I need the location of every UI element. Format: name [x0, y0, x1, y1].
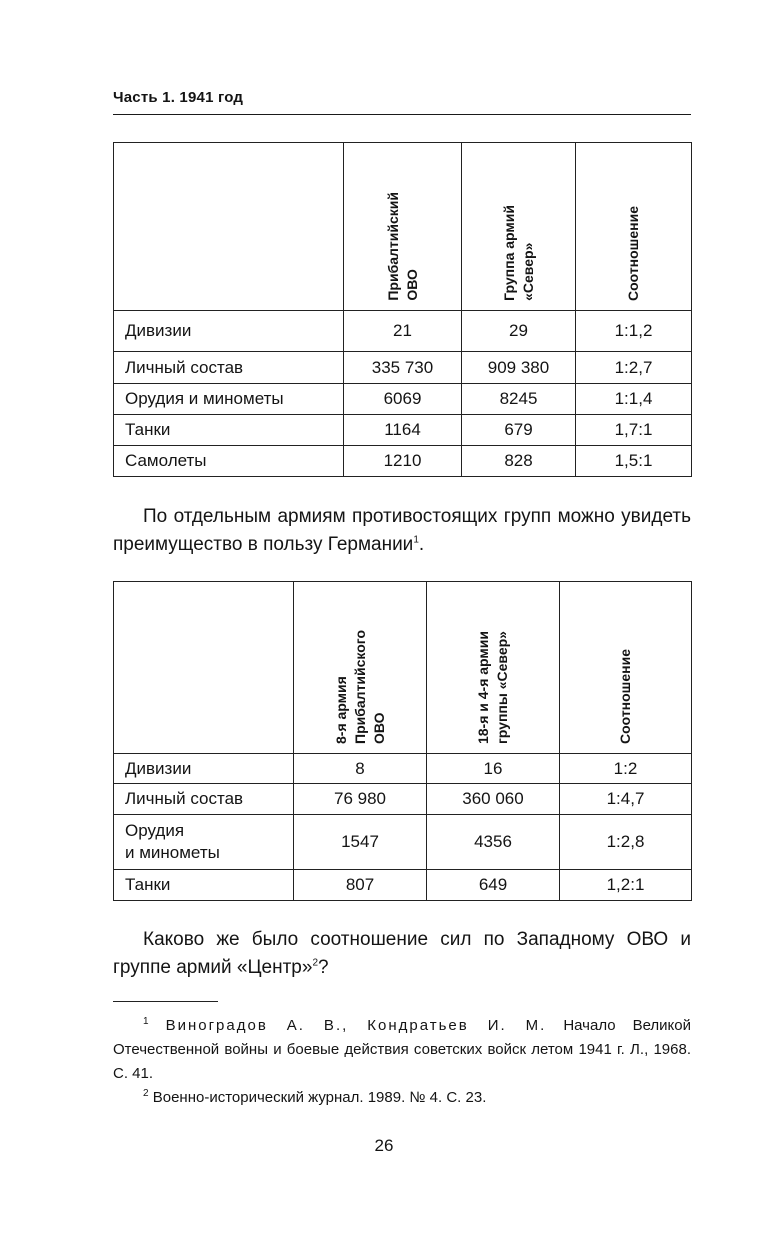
- table-cell: 1547: [294, 815, 427, 870]
- table-cell: 1:1,2: [576, 311, 692, 352]
- table-cell: 1:2,8: [560, 815, 692, 870]
- row-label: Танки: [114, 870, 294, 901]
- table-row: [114, 352, 692, 384]
- table-cell: 828: [462, 446, 576, 477]
- column-header: Соотношение: [560, 582, 692, 754]
- table-cell: 16: [427, 754, 560, 784]
- row-label: Самолеты: [114, 446, 344, 477]
- table-cell: 29: [462, 311, 576, 352]
- page-number: 26: [374, 1136, 394, 1155]
- table-row: [114, 870, 692, 901]
- table-cell: 1:4,7: [560, 784, 692, 815]
- table-header-row: [114, 143, 692, 311]
- table-row: [114, 754, 692, 784]
- column-header: Прибалтийский ОВО: [344, 143, 462, 311]
- row-label: Танки: [114, 415, 344, 446]
- column-header: 8-я армия Прибалтийского ОВО: [294, 582, 427, 754]
- table-cell: 21: [344, 311, 462, 352]
- footnote-authors: Виноградов А. В., Кондратьев И. М.: [165, 1017, 547, 1034]
- footnote-mark: 2: [143, 1088, 149, 1099]
- body-paragraph: По отдельным армиям противостоящих групп можно увидеть преимущество в пользу Германии$^1$.: [113, 506, 691, 555]
- table-row: [114, 384, 692, 415]
- footnote: [113, 1014, 691, 1086]
- table-cell: 76 980: [294, 784, 427, 815]
- table-cell: 1:2,7: [576, 352, 692, 384]
- row-label: Дивизии: [114, 754, 294, 784]
- table-8th-army-vs-18th-4th: [113, 581, 692, 901]
- row-label: Личный состав: [114, 784, 294, 815]
- running-head: Часть 1. 1941 год: [113, 89, 244, 106]
- footnote: [113, 1086, 691, 1110]
- column-header: Группа армий «Север»: [462, 143, 576, 311]
- table-corner-cell: [114, 582, 294, 754]
- table-cell: 4356: [427, 815, 560, 870]
- table-cell: 1:1,4: [576, 384, 692, 415]
- footnote-separator: [113, 1001, 218, 1002]
- table-cell: 6069: [344, 384, 462, 415]
- row-label: Личный состав: [114, 352, 344, 384]
- table-corner-cell: [114, 143, 344, 311]
- footnote-text: Начало Великой Отечественной войны и боевые действия советских войск летом 1941 г. Л., 1968. С. 41.: [113, 1017, 691, 1082]
- table-cell: 8: [294, 754, 427, 784]
- table-row: [114, 415, 692, 446]
- table-cell: 335 730: [344, 352, 462, 384]
- column-header: Соотношение: [576, 143, 692, 311]
- footnote-text: Военно-исторический журнал. 1989. № 4. С. 23.: [152, 1089, 487, 1106]
- table-cell: 1,2:1: [560, 870, 692, 901]
- header-rule: [113, 114, 691, 115]
- table-cell: 909 380: [462, 352, 576, 384]
- table-row: [114, 815, 692, 870]
- table-cell: 1,7:1: [576, 415, 692, 446]
- footnote-mark: 1: [143, 1016, 149, 1027]
- body-paragraph: Каково же было соотношение сил по Западному ОВО и группе армий «Центр»$^2$?: [113, 929, 691, 978]
- table-cell: 1164: [344, 415, 462, 446]
- row-label: Орудия и минометы: [114, 815, 294, 870]
- footnote-ref: 1: [413, 534, 419, 546]
- table-row: [114, 446, 692, 477]
- table-row: [114, 784, 692, 815]
- table-cell: 1210: [344, 446, 462, 477]
- table-header-row: [114, 582, 692, 754]
- column-header: 18-я и 4-я армии группы «Север»: [427, 582, 560, 754]
- table-cell: 360 060: [427, 784, 560, 815]
- row-label: Дивизии: [114, 311, 344, 352]
- table-cell: 679: [462, 415, 576, 446]
- table-row: [114, 311, 692, 352]
- table-cell: 649: [427, 870, 560, 901]
- table-cell: 1,5:1: [576, 446, 692, 477]
- row-label: Орудия и минометы: [114, 384, 344, 415]
- table-cell: 8245: [462, 384, 576, 415]
- table-cell: 807: [294, 870, 427, 901]
- table-baltic-vs-north: [113, 142, 692, 477]
- footnote-ref: 2: [312, 957, 318, 969]
- table-cell: 1:2: [560, 754, 692, 784]
